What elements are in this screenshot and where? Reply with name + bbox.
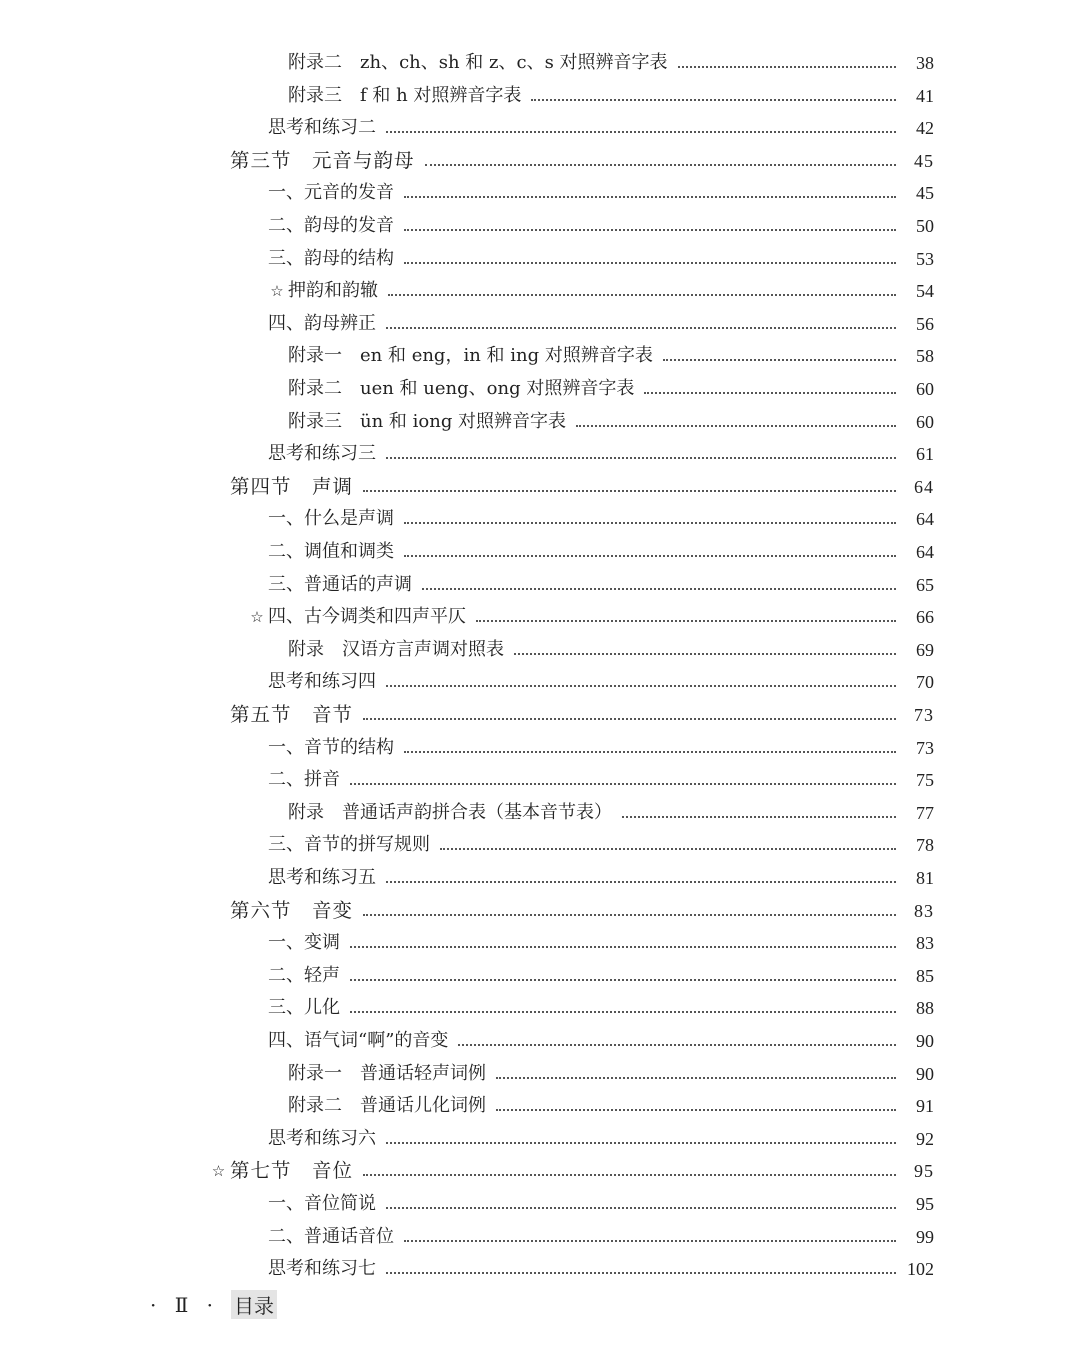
toc-entry-title: 思考和练习五 [268, 867, 376, 888]
dot-leader [350, 979, 896, 981]
toc-entry-page: 83 [916, 933, 934, 953]
toc-entry [268, 569, 934, 601]
dot-leader [386, 1207, 896, 1209]
toc-entry-page: 73 [916, 738, 934, 758]
toc-entry-title: 思考和练习六 [268, 1128, 376, 1149]
toc-entry-title: 三、韵母的结构 [268, 248, 394, 269]
toc-entry-title: 思考和练习四 [268, 671, 376, 692]
toc-entry-page: 66 [916, 607, 934, 627]
toc-entry-page: 58 [916, 346, 934, 366]
toc-entry-page: 45 [914, 151, 934, 171]
toc-section-entry [211, 1155, 934, 1187]
toc-entry-title: 附录二 普通话儿化词例 [288, 1095, 486, 1116]
toc-entry-page: 70 [916, 672, 934, 692]
toc-entry-page: 78 [916, 835, 934, 855]
toc-entry-page: 88 [916, 998, 934, 1018]
toc-entry-title: 第三节 元音与韵母 [230, 149, 415, 172]
toc-entry-page: 60 [916, 379, 934, 399]
toc-entry-page: 102 [907, 1259, 934, 1279]
toc-entry-page: 69 [916, 640, 934, 660]
toc-entry-title: 一、变调 [268, 932, 340, 953]
toc-entry [268, 1221, 934, 1253]
toc-entry-title: 二、普通话音位 [268, 1226, 394, 1247]
dot-leader [496, 1077, 896, 1079]
toc-entry [268, 210, 934, 242]
dot-leader [425, 164, 896, 166]
toc-entry-title: 一、音位简说 [268, 1193, 376, 1214]
dot-leader [363, 490, 896, 492]
toc-entry [268, 992, 934, 1024]
dot-leader [678, 66, 896, 68]
page-number: · Ⅱ · [150, 1292, 220, 1317]
toc-entry-page: 65 [916, 575, 934, 595]
toc-entry [268, 308, 934, 340]
toc-entry [268, 503, 934, 535]
toc-entry-title: 一、什么是声调 [268, 508, 394, 529]
toc-entry-page: 95 [914, 1161, 934, 1181]
toc-entry [268, 112, 934, 144]
toc-entry-title: 押韵和韵辙 [288, 280, 378, 301]
page-footer [150, 1290, 277, 1319]
toc-entry-page: 42 [916, 118, 934, 138]
dot-leader [622, 816, 896, 818]
toc-entry [288, 797, 934, 829]
dot-leader [386, 457, 896, 459]
toc-entry [288, 373, 934, 405]
dot-leader [531, 99, 896, 101]
dot-leader [476, 620, 896, 622]
toc-entry-page: 92 [916, 1129, 934, 1149]
toc-entry [268, 438, 934, 470]
toc-entry-title: 附录 普通话声韵拼合表（基本音节表） [288, 802, 612, 823]
toc-entry-page: 99 [916, 1227, 934, 1247]
toc-entry [270, 275, 934, 307]
toc-entry-title: 三、音节的拼写规则 [268, 834, 430, 855]
toc-entry-page: 64 [914, 477, 934, 497]
toc-entry-page: 85 [916, 966, 934, 986]
dot-leader [350, 946, 896, 948]
toc-entry [268, 536, 934, 568]
toc-entry-title: 三、普通话的声调 [268, 574, 412, 595]
toc-entry-title: 四、韵母辨正 [268, 313, 376, 334]
toc-entry [268, 177, 934, 209]
toc-entry-title: 附录一 普通话轻声词例 [288, 1063, 486, 1084]
toc-entry [268, 862, 934, 894]
toc-entry [268, 1188, 934, 1220]
toc-entry-page: 95 [916, 1194, 934, 1214]
toc-entry [250, 601, 934, 633]
dot-leader [663, 359, 896, 361]
toc-entry-title: 第五节 音节 [230, 703, 354, 726]
dot-leader [404, 229, 896, 231]
toc-entry-title: 附录一 en 和 eng，in 和 ing 对照辨音字表 [288, 345, 653, 366]
toc-entry-title: 附录 汉语方言声调对照表 [288, 639, 504, 660]
toc-section-entry [230, 471, 934, 503]
dot-leader [496, 1109, 896, 1111]
toc-entry-title: 第七节 音位 [230, 1159, 354, 1182]
star-marker: ☆ [270, 282, 284, 300]
toc-entry [268, 829, 934, 861]
dot-leader [386, 327, 896, 329]
dot-leader [458, 1044, 896, 1046]
toc-entry-title: 四、古今调类和四声平仄 [268, 606, 466, 627]
toc-section-entry [230, 699, 934, 731]
toc-entry [268, 1253, 934, 1285]
dot-leader [363, 718, 896, 720]
toc-entry [268, 243, 934, 275]
toc-entry-page: 64 [916, 509, 934, 529]
toc-entry-title: 思考和练习二 [268, 117, 376, 138]
dot-leader [576, 425, 896, 427]
toc-entry-title: 二、轻声 [268, 965, 340, 986]
dot-leader [386, 1142, 896, 1144]
toc-entry-title: 二、调值和调类 [268, 541, 394, 562]
toc-entry [288, 1090, 934, 1122]
star-marker: ☆ [250, 608, 264, 626]
toc-entry-title: 四、语气词“啊”的音变 [268, 1030, 449, 1051]
toc-entry-title: 三、儿化 [268, 997, 340, 1018]
toc-entry [268, 1025, 934, 1057]
dot-leader [440, 848, 896, 850]
toc-entry [268, 1123, 934, 1155]
toc-entry-title: 一、元音的发音 [268, 182, 394, 203]
toc-entry-title: 思考和练习七 [268, 1258, 376, 1279]
toc-entry-page: 81 [916, 868, 934, 888]
toc-entry-page: 54 [916, 281, 934, 301]
toc-entry-page: 41 [916, 86, 934, 106]
toc-entry-page: 73 [914, 705, 934, 725]
toc-entry-page: 90 [916, 1031, 934, 1051]
toc-entry-page: 75 [916, 770, 934, 790]
toc-entry-title: 第四节 声调 [230, 475, 354, 498]
dot-leader [363, 1174, 896, 1176]
toc-entry [288, 406, 934, 438]
star-marker: ☆ [211, 1162, 227, 1180]
toc-entry-page: 77 [916, 803, 934, 823]
dot-leader [404, 751, 896, 753]
toc-entry-title: 附录三 ün 和 iong 对照辨音字表 [288, 411, 567, 432]
toc-section-entry [230, 145, 934, 177]
toc-entry [268, 927, 934, 959]
toc-entry [268, 666, 934, 698]
dot-leader [386, 685, 896, 687]
toc-entry [288, 634, 934, 666]
toc-entry-title: 思考和练习三 [268, 443, 376, 464]
dot-leader [404, 262, 896, 264]
dot-leader [404, 555, 896, 557]
dot-leader [404, 522, 896, 524]
toc-entry-title: 附录二 zh、ch、sh 和 z、c、s 对照辨音字表 [288, 52, 668, 73]
toc-entry [288, 80, 934, 112]
toc-entry-page: 61 [916, 444, 934, 464]
toc-entry [288, 1058, 934, 1090]
toc-entry [268, 960, 934, 992]
dot-leader [363, 914, 896, 916]
toc-entry-page: 83 [914, 901, 934, 921]
toc-entry-page: 38 [916, 53, 934, 73]
dot-leader [404, 1240, 896, 1242]
dot-leader [350, 1011, 896, 1013]
dot-leader [644, 392, 896, 394]
toc-entry [268, 732, 934, 764]
footer-label: 目录 [231, 1290, 277, 1319]
toc-entry-title: 第六节 音变 [230, 899, 354, 922]
toc-entry-title: 附录二 uen 和 ueng、ong 对照辨音字表 [288, 378, 635, 399]
dot-leader [404, 196, 896, 198]
toc-entry-title: 二、拼音 [268, 769, 340, 790]
toc-entry-page: 45 [916, 183, 934, 203]
toc-entry-page: 64 [916, 542, 934, 562]
toc-entry-page: 91 [916, 1096, 934, 1116]
toc-entry-title: 一、音节的结构 [268, 737, 394, 758]
toc-entry-page: 90 [916, 1064, 934, 1084]
dot-leader [422, 588, 896, 590]
toc-entry-title: 附录三 f 和 h 对照辨音字表 [288, 85, 522, 106]
toc-entry-page: 56 [916, 314, 934, 334]
toc-entry-page: 50 [916, 216, 934, 236]
dot-leader [386, 1272, 896, 1274]
toc-entry-title: 二、韵母的发音 [268, 215, 394, 236]
toc-entry [268, 764, 934, 796]
toc-entry [288, 47, 934, 79]
dot-leader [350, 783, 896, 785]
dot-leader [386, 131, 896, 133]
dot-leader [388, 294, 896, 296]
dot-leader [514, 653, 896, 655]
toc-section-entry [230, 895, 934, 927]
toc-entry-page: 60 [916, 412, 934, 432]
dot-leader [386, 881, 896, 883]
toc-entry-page: 53 [916, 249, 934, 269]
toc-entry [288, 340, 934, 372]
